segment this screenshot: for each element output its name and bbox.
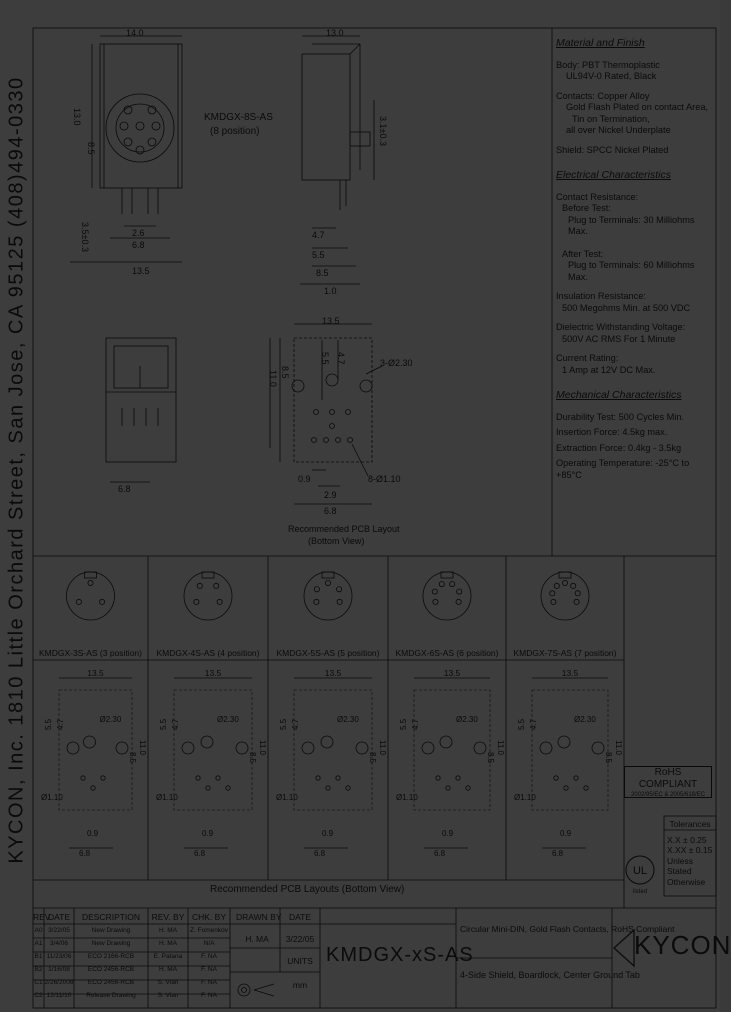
variant-key-5 bbox=[559, 572, 571, 578]
svg-text:UL: UL bbox=[632, 865, 648, 877]
rev-cell-3-2: 11/23/06 bbox=[46, 953, 72, 960]
variant-face-1 bbox=[67, 572, 115, 620]
units-label: UNITS bbox=[287, 956, 313, 966]
rev-cell-6-5: F. NA bbox=[201, 992, 217, 999]
variant-label-2: KMDGX-4S-AS (4 position) bbox=[156, 648, 260, 658]
variant-dim-w-3: 13.5 bbox=[324, 668, 342, 678]
material-title: Material and Finish bbox=[556, 37, 645, 49]
rev-cell-2-5: N/A bbox=[203, 940, 215, 947]
rev-cell-1-4: H. MA bbox=[158, 927, 178, 934]
model-label: KMDGX-8S-AS bbox=[204, 112, 273, 123]
variant-outline-5 bbox=[532, 690, 608, 810]
variant-face-3 bbox=[304, 572, 352, 620]
title-desc-1: Circular Mini-DIN, Gold Flash Contacts, RoHS Compliant bbox=[460, 924, 675, 934]
variant-dim-0-9-2: 0.9 bbox=[202, 829, 214, 838]
variant-small-hole-2-4 bbox=[226, 786, 230, 790]
side-dim-8-5: 8.5 bbox=[316, 268, 329, 278]
variant-dim-w-5: 13.5 bbox=[561, 668, 579, 678]
rev-cell-3-3: ECO 2166-RCB bbox=[87, 953, 135, 960]
variant-pin-1-2 bbox=[88, 580, 93, 585]
variant-small-hole-5-3 bbox=[574, 776, 578, 780]
variant-pin-5-3 bbox=[554, 583, 559, 588]
spec-body: Body: PBT Thermoplastic UL94V-0 Rated, Black bbox=[556, 59, 660, 81]
variant-dim-4-7-4: 4.7 bbox=[411, 718, 420, 730]
variant-dim-large-5: Ø2.30 bbox=[574, 715, 596, 724]
variant-pin-4-1 bbox=[433, 599, 438, 604]
pcb-dim-11: 11.0 bbox=[268, 370, 278, 387]
variant-dim-small-4: Ø1.10 bbox=[396, 793, 418, 802]
variant-dim-6-8-5: 6.8 bbox=[552, 849, 564, 858]
variant-dim-6-8-3: 6.8 bbox=[314, 849, 326, 858]
rev-cell-6-2: 12/11/10 bbox=[46, 992, 72, 999]
projection-symbol-icon bbox=[234, 976, 278, 1004]
variant-dim-small-1: Ø1.10 bbox=[41, 793, 63, 802]
ul-mark-icon bbox=[620, 852, 660, 896]
variant-small-hole-4-1 bbox=[436, 776, 440, 780]
front-dim-6-8: 6.8 bbox=[118, 484, 131, 494]
variant-pin-3-1 bbox=[314, 599, 319, 604]
pcb-dim-13-5: 13.5 bbox=[322, 316, 340, 326]
variant-small-hole-2-3 bbox=[216, 776, 220, 780]
variant-label-5: KMDGX-7S-AS (7 position) bbox=[513, 648, 617, 658]
rev-header-4: REV. BY bbox=[151, 912, 185, 922]
variant-dim-8-5-3: 8.5 bbox=[368, 752, 377, 764]
variant-label-4: KMDGX-6S-AS (6 position) bbox=[395, 648, 499, 658]
variant-pin-3-2 bbox=[314, 587, 319, 592]
variant-pin-5-1 bbox=[551, 599, 556, 604]
variant-small-hole-3-4 bbox=[346, 786, 350, 790]
dim-13-5: 13.5 bbox=[132, 266, 150, 276]
variant-hole-a-5 bbox=[540, 742, 552, 754]
variant-dim-0-9-5: 0.9 bbox=[560, 829, 572, 838]
variant-pin-3-3 bbox=[325, 580, 330, 585]
variant-dim-6-8-2: 6.8 bbox=[194, 849, 206, 858]
variant-pin-2-4 bbox=[217, 599, 222, 604]
rev-cell-4-3: ECO 2456-RCB bbox=[87, 966, 135, 973]
rev-cell-1-1: A0 bbox=[34, 927, 43, 934]
variant-hole-a-1 bbox=[67, 742, 79, 754]
rev-cell-6-3: Release Drawing bbox=[86, 992, 136, 999]
svg-text:listed: listed bbox=[632, 889, 648, 895]
side-dim-3-1: 3.1±0.3 bbox=[378, 116, 388, 146]
rohs-sub: 2002/95/EC & 2005/618/EC bbox=[630, 792, 706, 798]
variant-dim-8-5-5: 8.5 bbox=[604, 752, 613, 764]
variant-face-5 bbox=[541, 572, 589, 620]
rev-cell-6-1: C2 bbox=[34, 992, 43, 999]
variant-dim-4-7-3: 4.7 bbox=[291, 718, 300, 730]
rev-cell-1-5: Z. Fomenkov bbox=[190, 927, 228, 934]
rev-cell-3-1: B1 bbox=[34, 953, 43, 960]
rohs-badge bbox=[624, 766, 712, 798]
variant-dim-11-5: 11.0 bbox=[614, 740, 623, 755]
company-address: KYCON, Inc. 1810 Little Orchard Street, San Jose, CA 95125 (408)494-0330 bbox=[5, 76, 28, 864]
variant-outline-2 bbox=[174, 690, 252, 810]
variant-dim-8-5-2: 8.5 bbox=[248, 752, 257, 764]
variant-small-hole-4-4 bbox=[466, 786, 470, 790]
variant-small-hole-3-3 bbox=[336, 776, 340, 780]
variant-dim-large-4: Ø2.30 bbox=[456, 715, 478, 724]
rev-cell-5-2: 2/26/2008 bbox=[44, 979, 74, 986]
variant-hole-c-5 bbox=[592, 742, 604, 754]
dim-center: 8.5 bbox=[86, 142, 96, 155]
variant-outline-4 bbox=[414, 690, 490, 810]
variant-pin-2-2 bbox=[197, 583, 202, 588]
pcb-caption-2: (Bottom View) bbox=[308, 536, 365, 546]
variant-face-4 bbox=[423, 572, 471, 620]
variant-pin-5-5 bbox=[571, 583, 576, 588]
variant-dim-small-3: Ø1.10 bbox=[276, 793, 298, 802]
pcb-dim-hole-small: 8-Ø1.10 bbox=[368, 474, 401, 484]
rev-cell-2-2: 3/4/06 bbox=[49, 940, 69, 947]
rev-cell-3-5: F. NA bbox=[201, 953, 217, 960]
variant-small-hole-1-2 bbox=[91, 786, 95, 790]
pcb-dim-6-8: 6.8 bbox=[324, 506, 337, 516]
pcb-dim-8-5: 8.5 bbox=[280, 366, 290, 379]
variant-face-2 bbox=[184, 572, 232, 620]
variant-hole-b-3 bbox=[321, 736, 333, 748]
rev-cell-4-4: H. MA bbox=[158, 966, 178, 973]
pcb-dim-4-7: 4.7 bbox=[336, 352, 346, 365]
rev-cell-4-1: B2 bbox=[34, 966, 43, 973]
variant-pin-1-3 bbox=[100, 599, 105, 604]
drawn-by-label: DRAWN BY bbox=[236, 912, 282, 922]
variant-hole-c-3 bbox=[356, 742, 368, 754]
rev-cell-6-4: S. Vian bbox=[157, 992, 179, 999]
kycon-logo bbox=[612, 928, 731, 968]
variant-dim-0-9-3: 0.9 bbox=[322, 829, 334, 838]
variant-dim-11-4: 11.0 bbox=[496, 740, 505, 755]
dim-width: 14.0 bbox=[126, 28, 144, 38]
mechanical-title: Mechanical Characteristics bbox=[556, 389, 682, 401]
dim-height: 13.0 bbox=[72, 108, 82, 126]
date: 3/22/05 bbox=[285, 934, 315, 944]
dim-6-8: 6.8 bbox=[132, 240, 145, 250]
variant-pin-1-1 bbox=[76, 599, 81, 604]
side-dim-1-0: 1.0 bbox=[324, 286, 337, 296]
variant-key-4 bbox=[441, 572, 453, 578]
spec-insulation: Insulation Resistance: 500 Megohms Min. at 500 VDC bbox=[556, 291, 691, 313]
variant-small-hole-2-1 bbox=[196, 776, 200, 780]
variant-small-hole-2-2 bbox=[206, 786, 210, 790]
variant-key-2 bbox=[202, 572, 214, 578]
variant-pin-5-2 bbox=[550, 591, 555, 596]
dim-2-6: 2.6 bbox=[132, 228, 145, 238]
variant-outline-3 bbox=[294, 690, 372, 810]
variant-label-3: KMDGX-5S-AS (5 position) bbox=[276, 648, 380, 658]
variant-dim-5-5-5: 5.5 bbox=[517, 718, 526, 730]
variant-dim-4-7-2: 4.7 bbox=[171, 718, 180, 730]
rev-header-1: REV. bbox=[33, 912, 53, 922]
variant-dim-8-5-1: 8.5 bbox=[128, 752, 137, 764]
electrical-title: Electrical Characteristics bbox=[556, 169, 671, 181]
variant-hole-c-4 bbox=[474, 742, 486, 754]
kycon-logo-text: KYCON bbox=[634, 930, 731, 960]
variant-dim-w-4: 13.5 bbox=[443, 668, 461, 678]
rev-cell-2-1: A1 bbox=[34, 940, 43, 947]
variant-pin-4-5 bbox=[457, 589, 462, 594]
spec-contact-resistance: Contact Resistance: Before Test: Plug to Terminals: 30 Milliohms Max. After Test: Plug to Terminals: 60 Milliohms Max. bbox=[556, 191, 695, 282]
variant-outline-1 bbox=[59, 690, 132, 810]
rev-cell-5-4: S. Vian bbox=[157, 979, 179, 986]
variant-pin-5-7 bbox=[574, 599, 579, 604]
side-dim-5-5: 5.5 bbox=[312, 250, 325, 260]
rev-header-2: DATE bbox=[47, 912, 71, 922]
rev-cell-3-4: E. Patana bbox=[153, 953, 183, 960]
variant-pin-4-4 bbox=[450, 582, 455, 587]
title-desc-2: 4-Side Shield, Boardlock, Center Ground Tab bbox=[460, 970, 640, 980]
part-number: KMDGX-xS-AS bbox=[326, 944, 474, 966]
drawn-by: H. MA bbox=[245, 934, 269, 944]
tolerances: Tolerances X.X ± 0.25 X.XX ± 0.15 Unless Stated Otherwise bbox=[664, 816, 716, 887]
rev-cell-5-1: C1 bbox=[34, 979, 43, 986]
variant-pin-2-1 bbox=[194, 599, 199, 604]
side-dim-4-7: 4.7 bbox=[312, 230, 325, 240]
units: mm bbox=[292, 980, 308, 990]
variant-pin-5-6 bbox=[575, 591, 580, 596]
layouts-caption: Recommended PCB Layouts (Bottom View) bbox=[210, 884, 405, 895]
variant-dim-large-1: Ø2.30 bbox=[99, 715, 122, 724]
rev-cell-5-5: F. NA bbox=[201, 979, 217, 986]
rev-cell-2-3: New Drawing bbox=[91, 940, 131, 947]
position-label: (8 position) bbox=[210, 126, 260, 137]
kycon-logo-icon bbox=[612, 928, 636, 968]
spec-mechanical: Durability Test: 500 Cycles Min. Insertion Force: 4.5kg max. Extraction Force: 0.4kg - 3.5kg Operating Temperature: -25°C to +85°C bbox=[556, 411, 690, 480]
side-dim-13: 13.0 bbox=[326, 28, 344, 38]
date-label: DATE bbox=[288, 912, 312, 922]
variant-dim-0-9-4: 0.9 bbox=[442, 829, 454, 838]
variant-label-1: KMDGX-3S-AS (3 position) bbox=[39, 648, 142, 658]
variant-hole-c-1 bbox=[116, 742, 128, 754]
pcb-dim-5-5: 5.5 bbox=[320, 352, 330, 365]
variant-small-hole-5-1 bbox=[554, 776, 558, 780]
variant-dim-4-7-1: 4.7 bbox=[56, 718, 65, 730]
variant-pin-4-3 bbox=[439, 582, 444, 587]
variant-pin-5-4 bbox=[562, 580, 567, 585]
variant-small-hole-5-2 bbox=[564, 786, 568, 790]
variant-hole-b-2 bbox=[201, 736, 213, 748]
variant-pin-3-4 bbox=[337, 587, 342, 592]
tolerances-title: Tolerances bbox=[669, 819, 711, 829]
variant-key-3 bbox=[322, 572, 334, 578]
variant-dim-0-9-1: 0.9 bbox=[87, 829, 99, 838]
variant-hole-b-1 bbox=[84, 736, 96, 748]
spec-contacts: Contacts: Copper Alloy Gold Flash Plated on contact Area, Tin on Termination, all over Nickel Underplate bbox=[556, 90, 708, 135]
variant-hole-b-4 bbox=[440, 736, 452, 748]
variant-dim-5-5-2: 5.5 bbox=[159, 718, 168, 730]
spec-dielectric: Dielectric Withstanding Voltage: 500V AC RMS For 1 Minute bbox=[556, 322, 686, 344]
pcb-dim-hole-large: 3-Ø2.30 bbox=[380, 358, 413, 368]
variant-small-hole-1-1 bbox=[81, 776, 85, 780]
variant-key-1 bbox=[85, 572, 97, 578]
pcb-dim-0-9: 0.9 bbox=[298, 474, 311, 484]
variant-hole-c-2 bbox=[236, 742, 248, 754]
variant-dim-11-2: 11.0 bbox=[258, 740, 267, 755]
variant-pin-4-2 bbox=[432, 589, 437, 594]
variant-hole-b-5 bbox=[558, 736, 570, 748]
variant-dim-small-2: Ø1.10 bbox=[156, 793, 178, 802]
variant-dim-8-5-4: 8.5 bbox=[486, 752, 495, 764]
variant-dim-large-3: Ø2.30 bbox=[337, 715, 359, 724]
rev-cell-2-4: H. MA bbox=[158, 940, 178, 947]
variant-pin-3-5 bbox=[337, 599, 342, 604]
variant-small-hole-4-2 bbox=[446, 786, 450, 790]
variant-dim-6-8-4: 6.8 bbox=[434, 849, 446, 858]
spec-shield: Shield: SPCC Nickel Plated bbox=[556, 144, 669, 155]
pcb-dim-2-9: 2.9 bbox=[324, 490, 337, 500]
variant-dim-large-2: Ø2.30 bbox=[217, 715, 239, 724]
variant-dim-small-5: Ø1.10 bbox=[514, 793, 536, 802]
rev-cell-4-2: 1/16/08 bbox=[48, 966, 70, 973]
variant-small-hole-5-4 bbox=[584, 786, 588, 790]
variant-dim-11-1: 11.0 bbox=[138, 740, 147, 755]
variant-pin-4-6 bbox=[456, 599, 461, 604]
rev-header-5: CHK. BY bbox=[191, 912, 226, 922]
rev-cell-1-2: 3/22/05 bbox=[48, 927, 70, 934]
variant-dim-4-7-5: 4.7 bbox=[529, 718, 538, 730]
pcb-caption-1: Recommended PCB Layout bbox=[288, 524, 400, 534]
rev-cell-4-5: F. NA bbox=[201, 966, 217, 973]
variant-dim-w-1: 13.5 bbox=[87, 668, 104, 678]
variant-hole-a-4 bbox=[422, 742, 434, 754]
variant-small-hole-1-3 bbox=[101, 776, 105, 780]
variant-small-hole-3-2 bbox=[326, 786, 330, 790]
variant-pin-2-3 bbox=[214, 583, 219, 588]
rev-cell-5-3: ECO 2456-RCB bbox=[87, 979, 135, 986]
dim-pin: 3.5±0.3 bbox=[80, 222, 90, 252]
variant-hole-a-2 bbox=[182, 742, 194, 754]
variant-dim-6-8-1: 6.8 bbox=[79, 849, 91, 858]
variant-small-hole-3-1 bbox=[316, 776, 320, 780]
variant-dim-5-5-1: 5.5 bbox=[44, 718, 53, 730]
variant-small-hole-4-3 bbox=[456, 776, 460, 780]
variant-dim-11-3: 11.0 bbox=[378, 740, 387, 755]
variant-dim-w-2: 13.5 bbox=[204, 668, 222, 678]
variant-dim-5-5-4: 5.5 bbox=[399, 718, 408, 730]
variant-dim-5-5-3: 5.5 bbox=[279, 718, 288, 730]
rev-cell-1-3: New Drawing bbox=[91, 927, 131, 934]
rev-header-3: DESCRIPTION bbox=[81, 912, 141, 922]
variant-hole-a-3 bbox=[302, 742, 314, 754]
rohs-title: RoHS COMPLIANT bbox=[638, 767, 698, 790]
spec-current: Current Rating: 1 Amp at 12V DC Max. bbox=[556, 353, 656, 375]
